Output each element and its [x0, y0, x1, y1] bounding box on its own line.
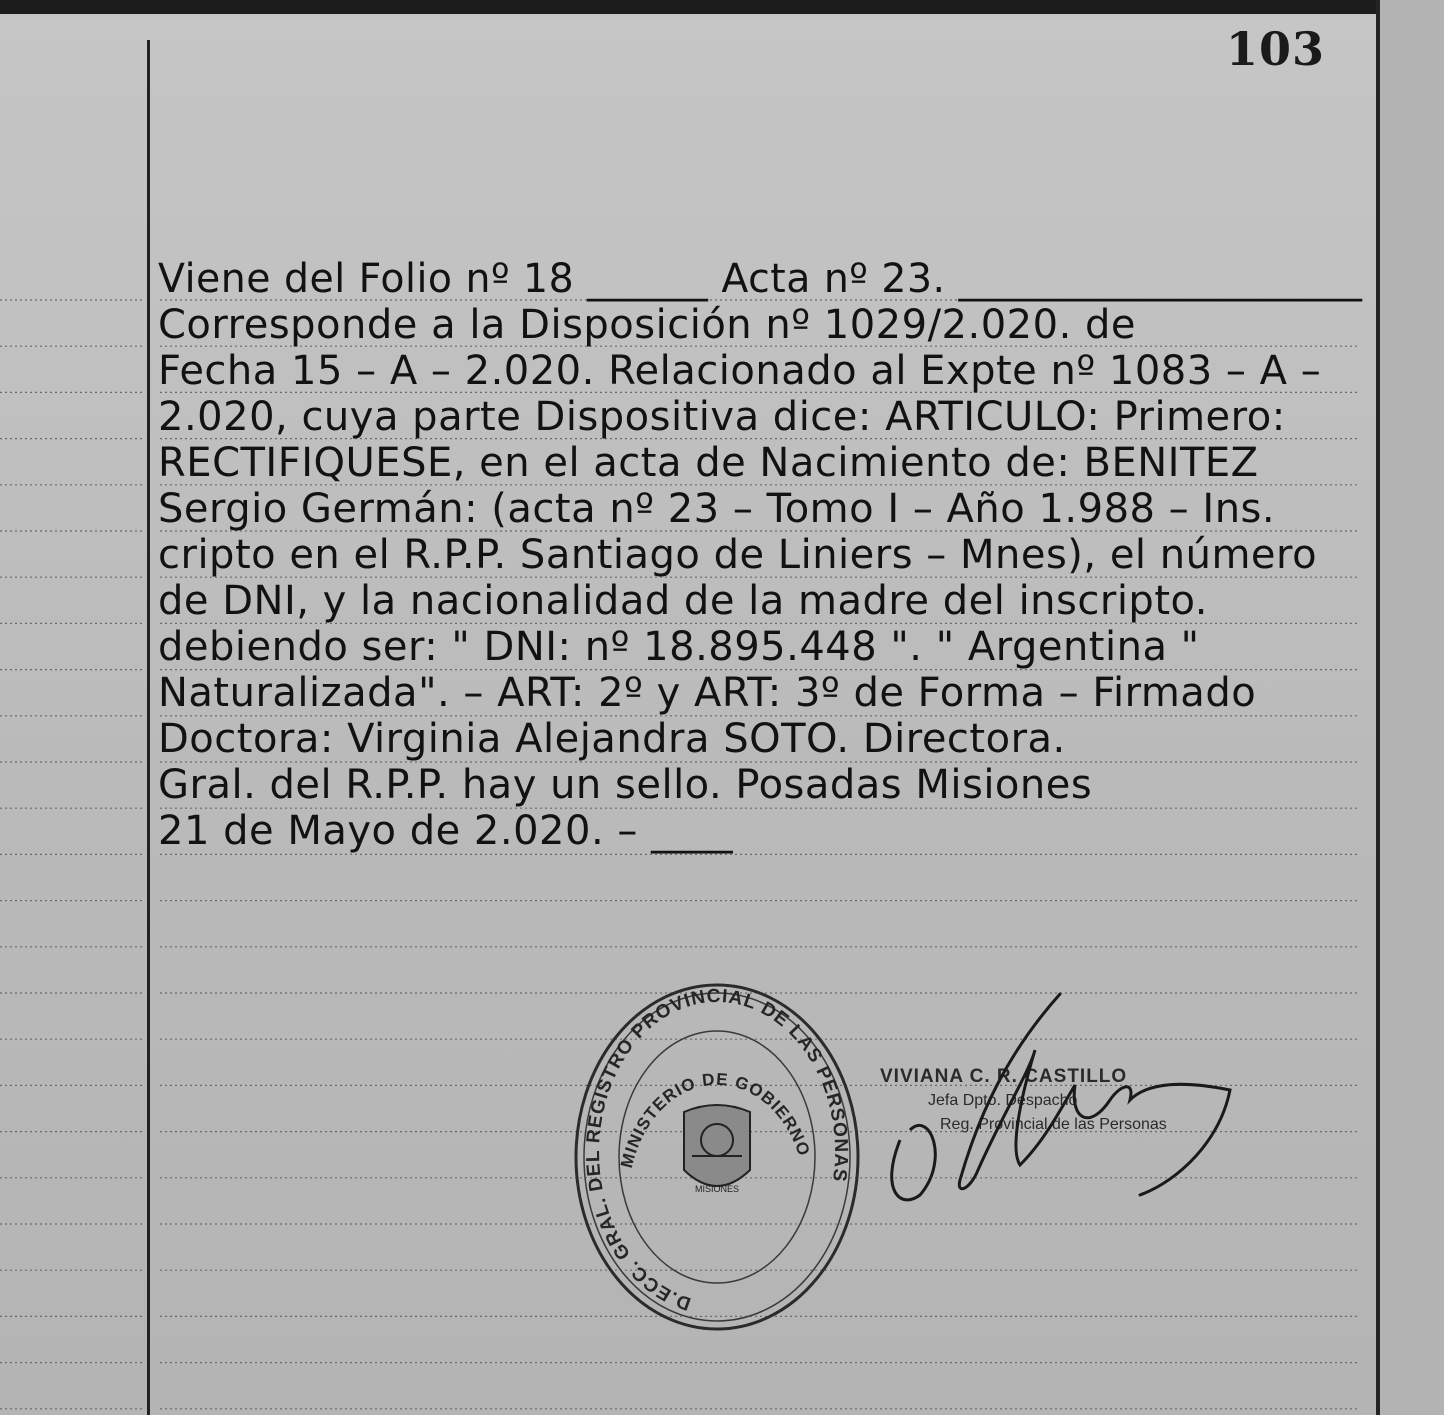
entry-line-8: de DNI, y la nacionalidad de la madre del inscripto.: [158, 578, 1208, 624]
entry-line-6: Sergio Germán: (acta nº 23 – Tomo I – Año 1.988 – Ins.: [158, 486, 1276, 532]
entry-line-12: Gral. del R.P.P. hay un sello. Posadas Misiones: [158, 762, 1093, 808]
entry-line-10: Naturalizada". – ART: 2º y ART: 3º de Forma – Firmado: [158, 670, 1257, 716]
left-margin-rule: [147, 40, 150, 1415]
signatory-office: Reg. Provincial de las Personas: [940, 1116, 1167, 1133]
handwritten-signature: [860, 990, 1240, 1220]
official-seal: [572, 980, 862, 1335]
signatory-title: Jefa Dpto. Despacho: [928, 1092, 1078, 1109]
entry-line-7: cripto en el R.P.P. Santiago de Liniers – Mnes), el número: [158, 532, 1318, 578]
entry-line-3: Fecha 15 – A – 2.020. Relacionado al Expte nº 1083 – A –: [158, 348, 1322, 394]
entry-line-13: 21 de Mayo de 2.020. – ____: [158, 808, 734, 854]
shield-emblem-icon: [684, 1105, 750, 1194]
entry-line-9: debiendo ser: " DNI: nº 18.895.448 ". " Argentina ": [158, 624, 1200, 670]
entry-line-2: Corresponde a la Disposición nº 1029/2.020. de: [158, 302, 1136, 348]
page-number: 103: [1226, 22, 1326, 76]
emblem-label: MISIONES: [694, 1184, 740, 1194]
entry-line-4: 2.020, cuya parte Dispositiva dice: ARTICULO: Primero:: [158, 394, 1286, 440]
entry-line-1: Viene del Folio nº 18 ______ Acta nº 23. ____________________: [158, 256, 1363, 302]
seal-inner-text: MINISTERIO DE GOBIERNO: [617, 1069, 814, 1170]
handwritten-entry: [158, 256, 1373, 854]
signatory-name: VIVIANA C. R. CASTILLO: [880, 1066, 1128, 1087]
seal-outer-text: D.ECC. GRAL. DEL REGISTRO PROVINCIAL DE LAS PERSONAS: [582, 985, 852, 1314]
entry-line-11: Doctora: Virginia Alejandra SOTO. Directora.: [158, 716, 1066, 762]
entry-line-5: RECTIFIQUESE, en el acta de Nacimiento de: BENITEZ: [158, 440, 1259, 486]
right-margin-rule: [1376, 0, 1380, 1415]
